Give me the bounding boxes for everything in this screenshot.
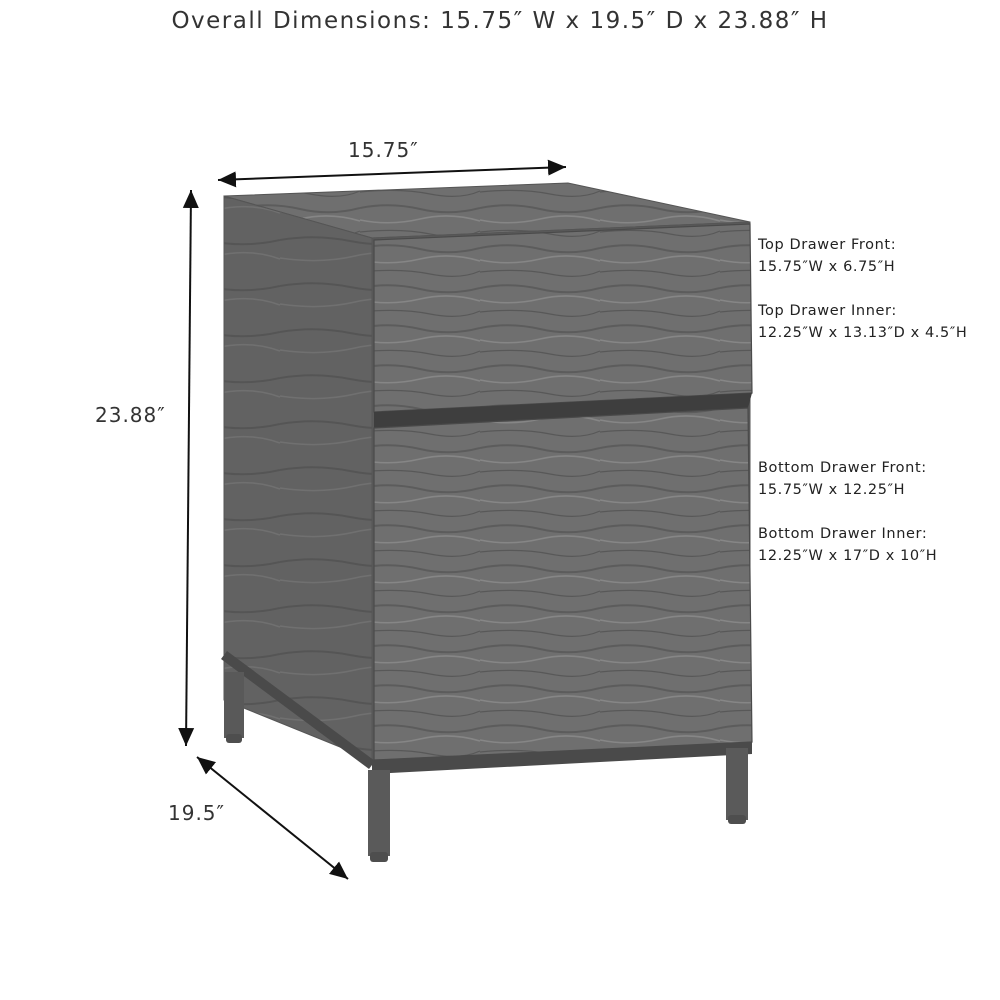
bottom-drawer-front (374, 408, 752, 760)
top-drawer-inner-value: 12.25″W x 13.13″D x 4.5″H (758, 325, 968, 341)
bottom-drawer-inner-value: 12.25″W x 17″D x 10″H (758, 548, 938, 564)
width-label: 15.75″ (348, 138, 419, 162)
leg-front-right (726, 748, 748, 820)
top-drawer-inner-label: Top Drawer Inner: (758, 303, 897, 319)
top-drawer-front-spec (758, 234, 896, 278)
foot-front-right (728, 815, 746, 824)
bottom-drawer-inner-label: Bottom Drawer Inner: (758, 526, 928, 542)
top-drawer-front-label: Top Drawer Front: (758, 237, 897, 253)
leg-back-left (224, 672, 244, 738)
height-dimension-line (186, 190, 191, 746)
bottom-drawer-front-spec (758, 457, 927, 501)
top-drawer-front (374, 224, 752, 412)
foot-back-left (226, 734, 242, 743)
height-label: 23.88″ (95, 403, 166, 427)
bottom-drawer-front-label: Bottom Drawer Front: (758, 460, 927, 476)
overall-dimensions-title: Overall Dimensions: 15.75″ W x 19.5″ D x 23.88″ H (171, 8, 829, 34)
foot-front-left (370, 852, 388, 862)
depth-label: 19.5″ (168, 801, 226, 825)
top-drawer-front-value: 15.75″W x 6.75″H (758, 259, 896, 275)
bottom-drawer-inner-spec (758, 523, 937, 567)
top-drawer-inner-spec (758, 300, 967, 344)
leg-front-left (368, 770, 390, 856)
bottom-drawer-front-value: 15.75″W x 12.25″H (758, 482, 906, 498)
width-dimension-line (218, 167, 566, 180)
